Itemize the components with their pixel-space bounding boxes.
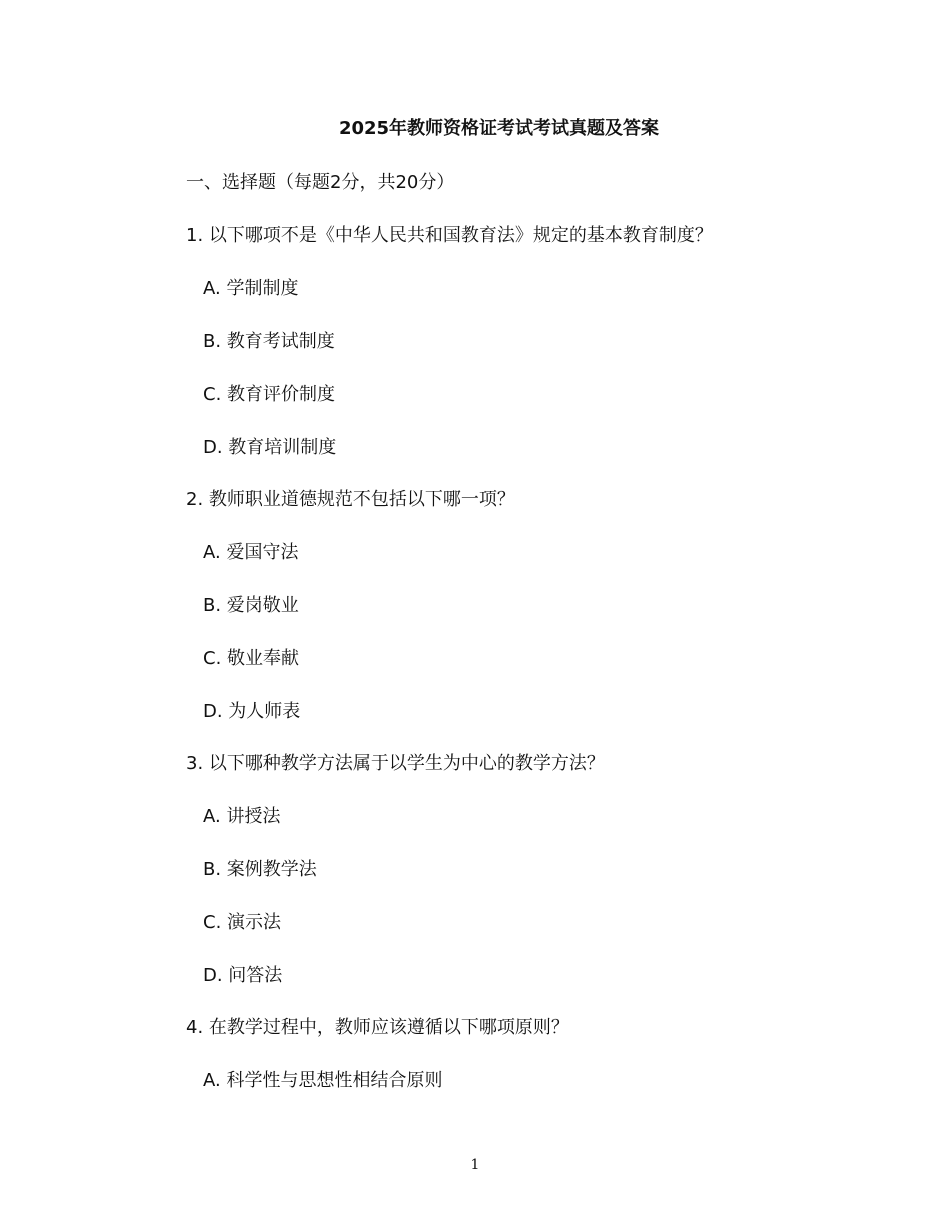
question-2-option-b: B. 爱岗敬业	[203, 595, 299, 616]
question-2: 2. 教师职业道德规范不包括以下哪一项？	[186, 489, 515, 510]
question-1-option-b: B. 教育考试制度	[203, 331, 335, 352]
question-1-option-c: C. 教育评价制度	[203, 384, 336, 405]
document-title: 2025年教师资格证考试考试真题及答案	[338, 118, 660, 139]
question-3-option-b: B. 案例教学法	[203, 859, 317, 880]
question-1-option-a: A. 学制制度	[203, 278, 299, 299]
question-4: 4. 在教学过程中，教师应该遵循以下哪项原则？	[186, 1017, 569, 1038]
question-2-option-c: C. 敬业奉献	[203, 648, 300, 669]
page-number: 1	[470, 1157, 480, 1173]
section-heading: 一、选择题（每题2分，共20分）	[186, 172, 455, 193]
question-3-option-d: D. 问答法	[203, 965, 283, 986]
question-1-option-d: D. 教育培训制度	[203, 437, 337, 458]
question-3-option-c: C. 演示法	[203, 912, 282, 933]
question-2-option-d: D. 为人师表	[203, 701, 301, 722]
question-4-option-a: A. 科学性与思想性相结合原则	[203, 1070, 443, 1091]
question-1: 1. 以下哪项不是《中华人民共和国教育法》规定的基本教育制度？	[186, 225, 713, 246]
question-3: 3. 以下哪种教学方法属于以学生为中心的教学方法？	[186, 753, 605, 774]
question-2-option-a: A. 爱国守法	[203, 542, 299, 563]
question-3-option-a: A. 讲授法	[203, 806, 281, 827]
